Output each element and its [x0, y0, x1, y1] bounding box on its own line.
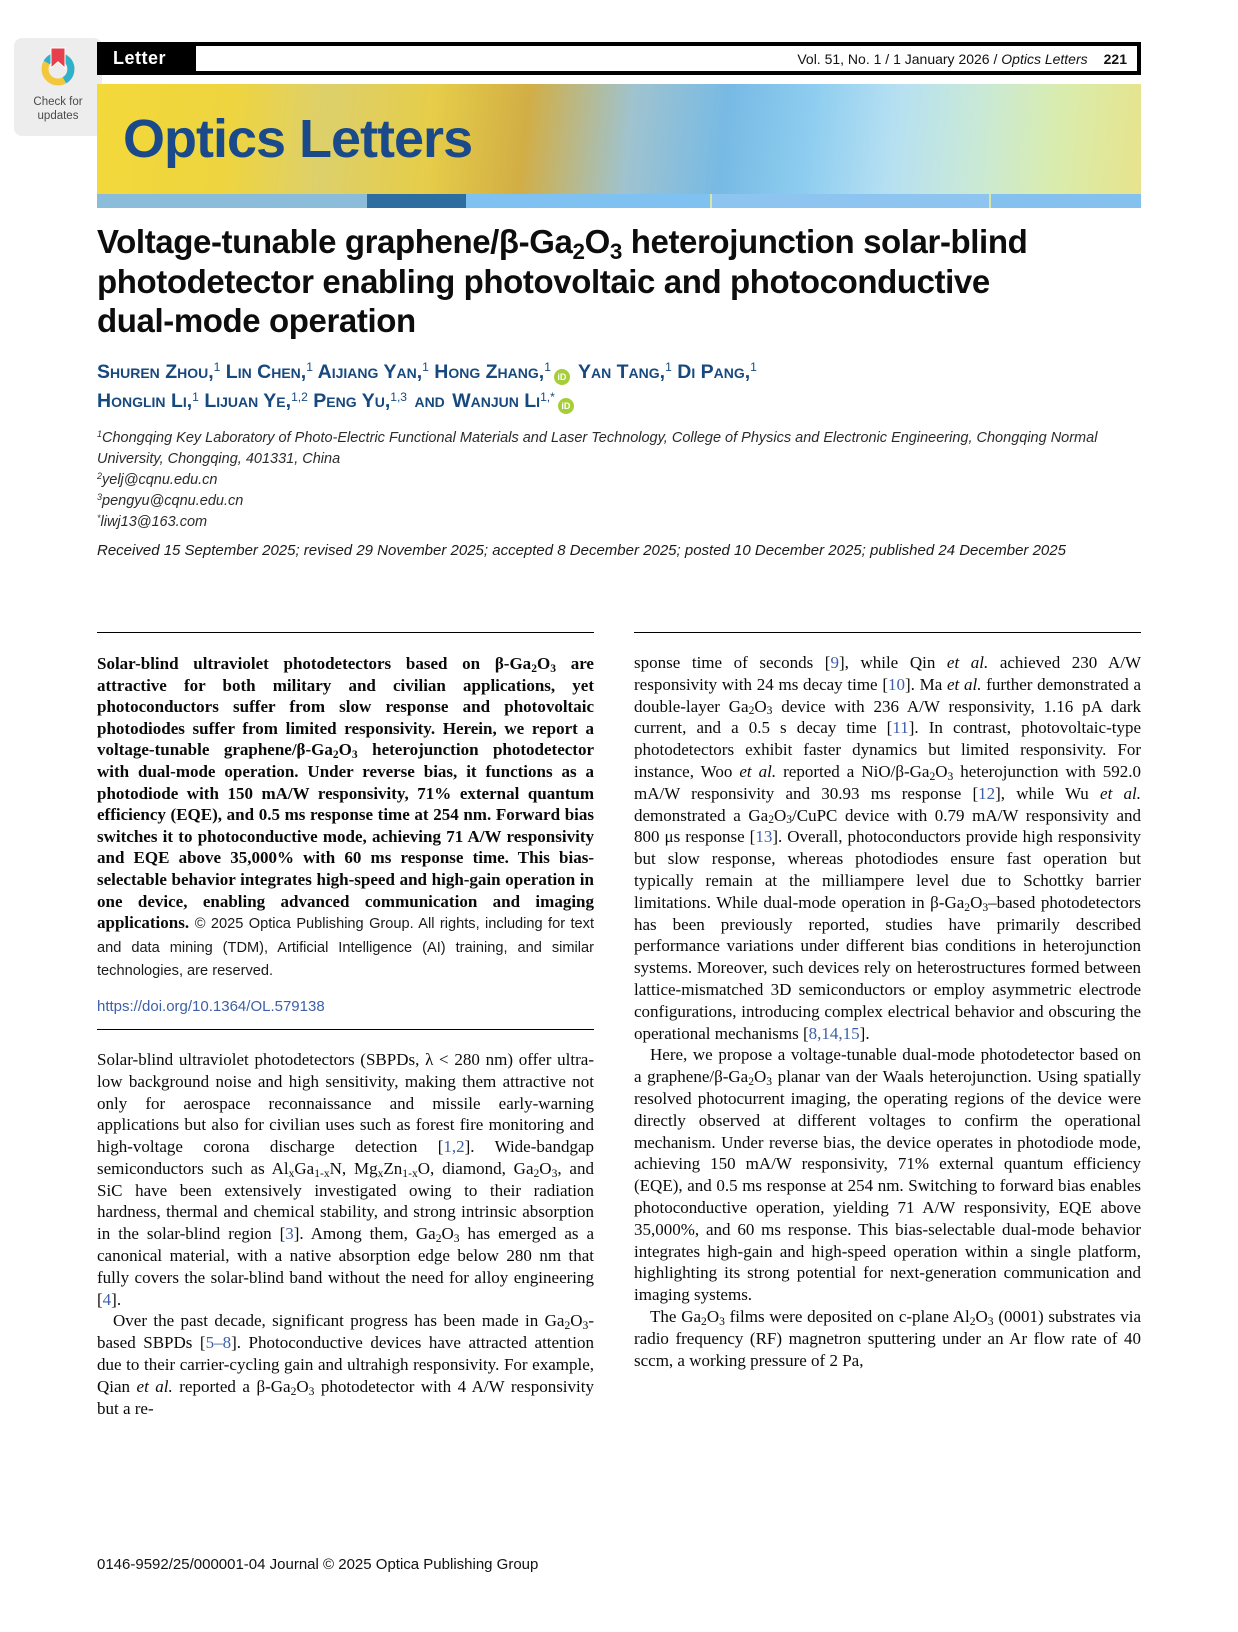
orcid-icon[interactable]: iD: [554, 369, 570, 385]
article-title: Voltage-tunable graphene/$\beta-Ga_2O_3$ heterojunction solar-blind photodetector enabling photovoltaic and photoconductive dual-mode operation: [97, 223, 1028, 340]
author: Aijiang Yan,$^1$: [317, 360, 429, 383]
body-paragraph: Over the past decade, significant progress has been made in $Ga_2O_3$-based SBPDs [5–8]. Photoconductive devices have attracted attention due to their carrier-cycling gain and ultrahigh responsivity. For example, Qian et al. reported a $\beta-Ga_2O_3$ photodetector with 4 A/W responsivity but a re-: [97, 1311, 595, 1418]
footer-copyright: 0146-9592/25/000001-04 Journal © 2025 Optica Publishing Group: [97, 1556, 539, 1573]
affiliation-email: $^3$pengyu@cqnu.edu.cn: [97, 492, 244, 510]
check-for-updates-icon: [35, 43, 81, 89]
body-paragraph: Here, we propose a voltage-tunable dual-mode photodetector based on a graphene/$\beta-Ga_2O_3$ planar van der Waals heterojunction. Using spatially resolved photocurrent imaging, the operating regions of the device were directly observed at different voltages to confirm the operational mechanism. Under reverse bias, the device operates in photodiode mode, achieving 150 mA/W responsivity, 71% external quantum efficiency (EQE), and 0.5 ms response at 254 nm. Switching to forward bias enables photoconductive operation, yielding 71 A/W responsivity, EQE above 35,000%, and 60 ms response. This bias-selectable dual-mode behavior integrates high-gain and high-speed operation within a single platform, highlighting its strong potential for next-generation communication and imaging systems.: [634, 1045, 1141, 1305]
body-paragraph: Solar-blind ultraviolet photodetectors (SBPDs, λ < 280 nm) offer ultra-low background noise and high sensitivity, making them attractive not only for aerospace reconnaissance and missile early-warning applications but also for civilian uses such as forest fire monitoring and high-voltage corona discharge detection [1,2]. Wide-bandgap semiconductors such as $Al_xGa_{1-x}N$, $Mg_xZn_{1-x}O$, diamond, $Ga_2O_3$, and SiC have been extensively investigated owing to their radiation hardness, thermal and chemical stability, and strong intrinsic absorption in the solar-blind region [3]. Among them, $Ga_2O_3$ has emerged as a canonical material, with a native absorption edge below 280 nm that fully covers the solar-blind band without the need for alloy engineering [4].: [97, 1049, 594, 1309]
affiliation: $^1$Chongqing Key Laboratory of Photo-Electric Functional Materials and Laser Technology, College of Physics and Electronic Engineering, Chongqing Normal University, Chongqing, 401331, China: [97, 429, 1098, 468]
abstract: [97, 653, 594, 983]
body-paragraph: The $Ga_2O_3$ films were deposited on c-plane $Al_2O_3$ (0001) substrates via radio frequency (RF) magnetron sputtering under an Ar flow rate of 40 sccm, a working pressure of 2 Pa,: [634, 1306, 1141, 1370]
volume-info: Vol. 51, No. 1 / 1 January 2026 /: [797, 50, 1002, 67]
body-paragraph: sponse time of seconds [9], while Qin et al. achieved 230 A/W responsivity with 24 ms decay time [10]. Ma et al. further demonstrated a double-layer $Ga_2O_3$ device with 236 A/W responsivity, 1.16 pA dark current, and a 0.5 s decay time [11]. In contrast, photovoltaic-type photodetectors exhibit faster dynamics but limited responsivity. For instance, Woo et al. reported a NiO/$\beta-Ga_2O_3$ heterojunction with 592.0 mA/W responsivity and 30.93 ms response [12], while Wu et al. demonstrated a $Ga_2O_3$/CuPC device with 0.79 mA/W responsivity and 800 μs response [13]. Overall, photoconductors provide high responsivity but slow response, whereas photodiodes ensure fast operation but typically remain at the milliampere level due to Schottky barrier limitations. While dual-mode operation in $\beta-Ga_2O_3$–based photodetectors has been previously reported, studies have primarily described performance variations under different bias conditions in heterojunction systems. Moreover, such devices rely on heterostructures formed between lattice-mismatched 3D semiconductors or employ asymmetric electrode configurations, introducing complex electrical behavior and obscuring the operational mechanisms [8,14,15].: [634, 653, 1142, 1043]
authors-and: and: [414, 390, 445, 413]
strip-segment: [710, 194, 989, 208]
author: Hong Zhang,$^1$iD: [434, 361, 573, 383]
strip-segment: [989, 194, 1141, 208]
author: Wanjun $Li^{1,*}iD$: [452, 390, 577, 412]
strip-segment: [466, 194, 710, 208]
badge-label: Check for updates: [33, 96, 83, 123]
journal-banner: [97, 84, 1141, 194]
abstract-bottom-rule: [97, 1029, 594, 1030]
article-history: Received 15 September 2025; revised 29 November 2025; accepted 8 December 2025; posted 10 December 2025; published 24 December 2025: [97, 542, 1066, 559]
author: Di Pang,$^1$: [677, 360, 757, 383]
check-for-updates-badge[interactable]: [14, 38, 102, 136]
journal-name-italic: Optics Letters: [1001, 50, 1088, 67]
page-number: 221: [1103, 50, 1127, 67]
author: Shuren Zhou,$^1$: [97, 360, 221, 383]
strip-segment: [367, 194, 465, 208]
author: Lijuan Ye,$^{1,2}$: [204, 389, 308, 413]
header-citation: [196, 46, 1137, 71]
author: Honglin Li,$^1$: [97, 389, 199, 413]
article-type-label: Letter: [113, 48, 167, 68]
orcid-icon[interactable]: iD: [558, 398, 574, 414]
journal-logo-text: Optics Letters: [123, 109, 473, 169]
copyright-notice: © 2025 Optica Publishing Group. All rights, including for text and data mining (TDM), Artificial Intelligence (AI) training, and similar technologies, are reserved.: [97, 916, 595, 980]
right-column: [634, 632, 1141, 1371]
author: Peng Yu,$^{1,3}$: [313, 389, 408, 413]
doi-link[interactable]: https://doi.org/10.1364/OL.579138: [97, 997, 325, 1015]
affiliation-email: $^2$yelj@cqnu.edu.cn: [97, 471, 218, 489]
header-bar: [97, 42, 1141, 75]
left-column: [97, 632, 594, 1419]
affiliation-email: *liwj13@163.com: [97, 513, 208, 531]
author: Yan Tang,$^1$: [578, 360, 672, 383]
right-column-rule: [634, 632, 1141, 633]
strip-segment: [97, 194, 367, 208]
banner-segment-strip: [97, 194, 1141, 208]
abstract-text: Solar-blind ultraviolet photodetectors based on $\beta-Ga_2O_3$ are attractive for both military and civilian applications, yet photoconductors suffer from slow response and photovoltaic photodiodes suffer from limited responsivity. Herein, we report a voltage-tunable graphene/$\beta-Ga_2O_3$ heterojunction photodetector with dual-mode operation. Under reverse bias, it functions as a photodiode with 150 mA/W responsivity, 71% external quantum efficiency (EQE), and 0.5 ms response time at 254 nm. Forward bias switches it to photoconductive mode, achieving 71 A/W responsivity and EQE above 35,000% with 60 ms response time. This bias-selectable behavior integrates high-speed and high-gain operation in one device, enabling advanced communication and imaging applications.: [97, 654, 594, 933]
affiliations: [97, 428, 1107, 533]
abstract-top-rule: [97, 632, 594, 633]
author: Lin Chen,$^1$: [225, 360, 313, 383]
author-list: [97, 358, 1117, 417]
